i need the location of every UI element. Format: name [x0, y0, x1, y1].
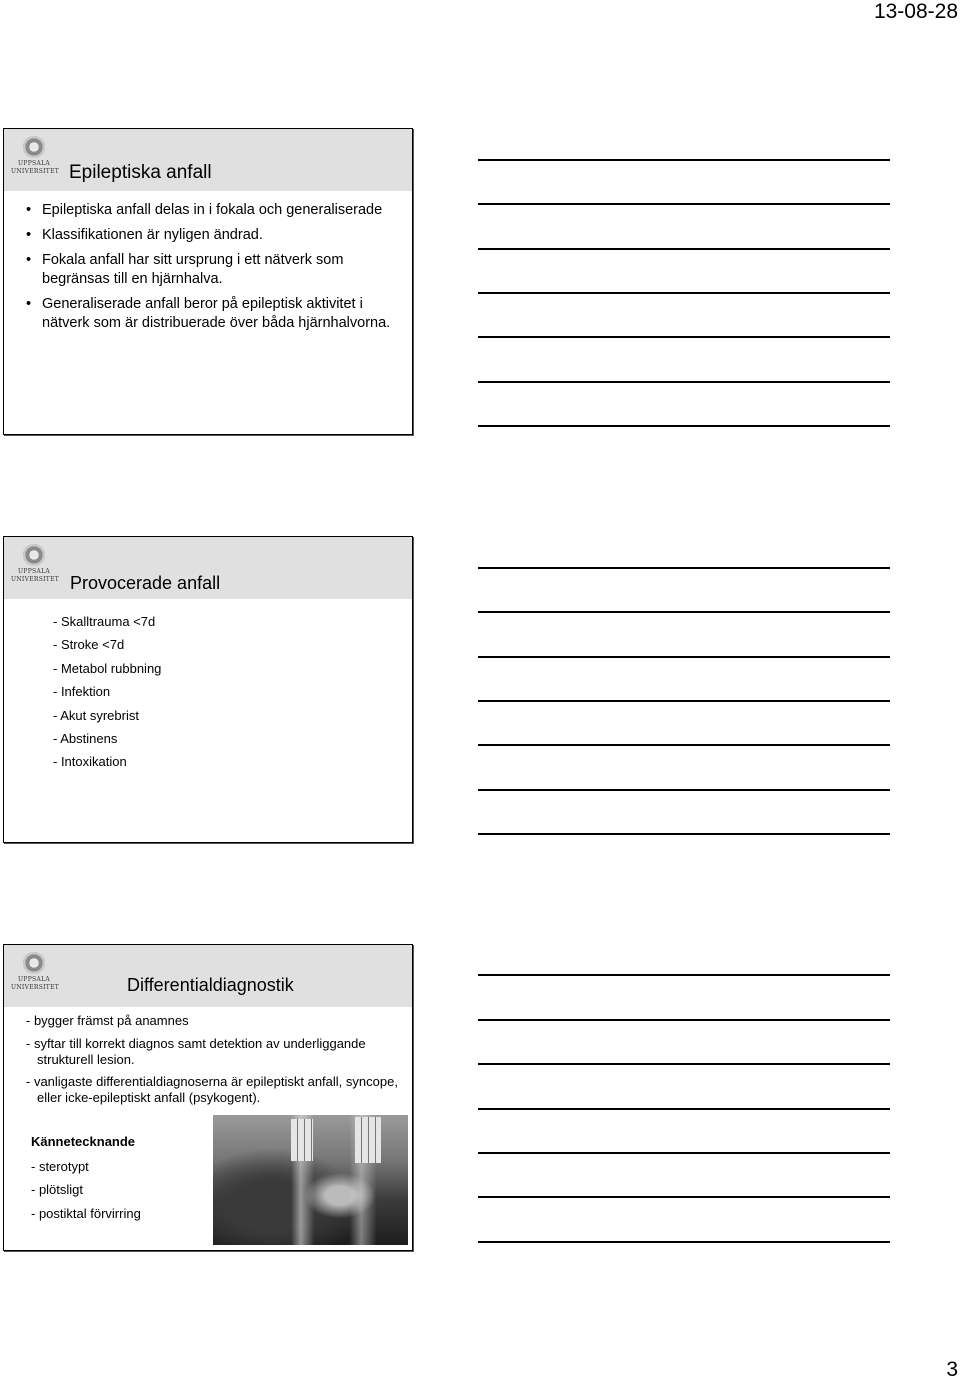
kannetecknande-list — [31, 1159, 141, 1229]
painting-window — [291, 1119, 313, 1161]
logo-text-line1: UPPSALA — [18, 160, 50, 167]
uppsala-logo — [11, 544, 60, 590]
note-line — [478, 203, 890, 205]
note-line — [478, 292, 890, 294]
slide-epileptiska-anfall — [3, 128, 413, 435]
note-line — [478, 336, 890, 338]
logo-text-line1: UPPSALA — [18, 976, 50, 983]
slide-header — [4, 129, 412, 191]
bullet-list — [24, 201, 399, 339]
bullet-icon: • — [26, 227, 32, 243]
uppsala-logo — [11, 952, 60, 998]
note-line — [478, 833, 890, 835]
slide-differentialdiagnostik — [3, 944, 413, 1251]
university-seal-icon — [23, 952, 45, 974]
note-line — [478, 381, 890, 383]
university-seal-icon — [23, 544, 45, 566]
list-item: - sterotypt — [31, 1159, 89, 1174]
note-line — [478, 789, 890, 791]
note-line — [478, 1241, 890, 1243]
slide-header — [4, 537, 412, 599]
bullet-icon: • — [26, 296, 32, 312]
uppsala-logo — [11, 136, 60, 182]
slide-provocerade-anfall — [3, 536, 413, 843]
list-item: - bygger främst på anamnes — [26, 1013, 189, 1028]
list-item: - plötsligt — [31, 1182, 84, 1198]
note-line — [478, 1196, 890, 1198]
bullet-item: • Fokala anfall har sitt ursprung i ett nätverk som begränsas till en hjärnhalva. — [26, 252, 344, 287]
bullet-item: • Epileptiska anfall delas in i fokala och generaliserade — [26, 202, 383, 218]
note-line — [478, 974, 890, 976]
list-item: - postiktal förvirring — [31, 1205, 141, 1221]
slide-title: Epileptiska anfall — [69, 162, 212, 183]
logo-text-line1: UPPSALA — [18, 568, 50, 575]
logo-text-line2: UNIVERSITET — [11, 984, 60, 991]
list-item: - vanligaste differentialdiagnoserna är epileptiskt anfall, syncope, eller icke-epileptiskt anfall (psykogent). — [26, 1074, 398, 1105]
logo-text-line2: UNIVERSITET — [11, 576, 60, 583]
list-item: - syftar till korrekt diagnos samt detektion av underliggande strukturell lesion. — [26, 1035, 366, 1067]
note-line — [478, 700, 890, 702]
note-line — [478, 611, 890, 613]
logo-text-line2: UNIVERSITET — [11, 168, 60, 175]
bullet-icon: • — [26, 202, 32, 218]
slide-header — [4, 945, 412, 1007]
university-seal-icon — [23, 136, 45, 158]
list-item: - Stroke <7d — [53, 637, 125, 653]
note-line — [478, 159, 890, 161]
bullet-item: • Klassifikationen är nyligen ändrad. — [26, 227, 263, 243]
kannetecknande-heading: Kännetecknande — [31, 1134, 136, 1149]
provoking-factors-list — [53, 614, 161, 778]
slide-title: Differentialdiagnostik — [127, 975, 294, 995]
note-line — [478, 1063, 890, 1065]
note-line — [478, 1108, 890, 1110]
slide-title: Provocerade anfall — [70, 573, 221, 593]
note-line — [478, 656, 890, 658]
page-date: 13-08-28 — [873, 0, 958, 23]
note-line — [478, 248, 890, 250]
differential-list — [22, 1013, 402, 1113]
note-line — [478, 425, 890, 427]
list-item: - Infektion — [53, 684, 111, 700]
list-item: - Abstinens — [53, 730, 118, 746]
list-item: - Intoxikation — [53, 754, 127, 770]
note-line — [478, 567, 890, 569]
list-item: - Akut syrebrist — [53, 707, 139, 723]
note-line — [478, 1152, 890, 1154]
page-number: 3 — [946, 1358, 958, 1381]
note-line — [478, 744, 890, 746]
lecture-painting-image — [213, 1115, 408, 1245]
painting-window — [355, 1117, 381, 1163]
bullet-icon: • — [26, 252, 32, 268]
list-item: - Skalltrauma <7d — [53, 614, 156, 629]
bullet-item: • Generaliserade anfall beror på epileptisk aktivitet i nätverk som är distribuerade över båda hjärnhalvorna. — [26, 296, 391, 331]
list-item: - Metabol rubbning — [53, 660, 162, 676]
note-line — [478, 1019, 890, 1021]
